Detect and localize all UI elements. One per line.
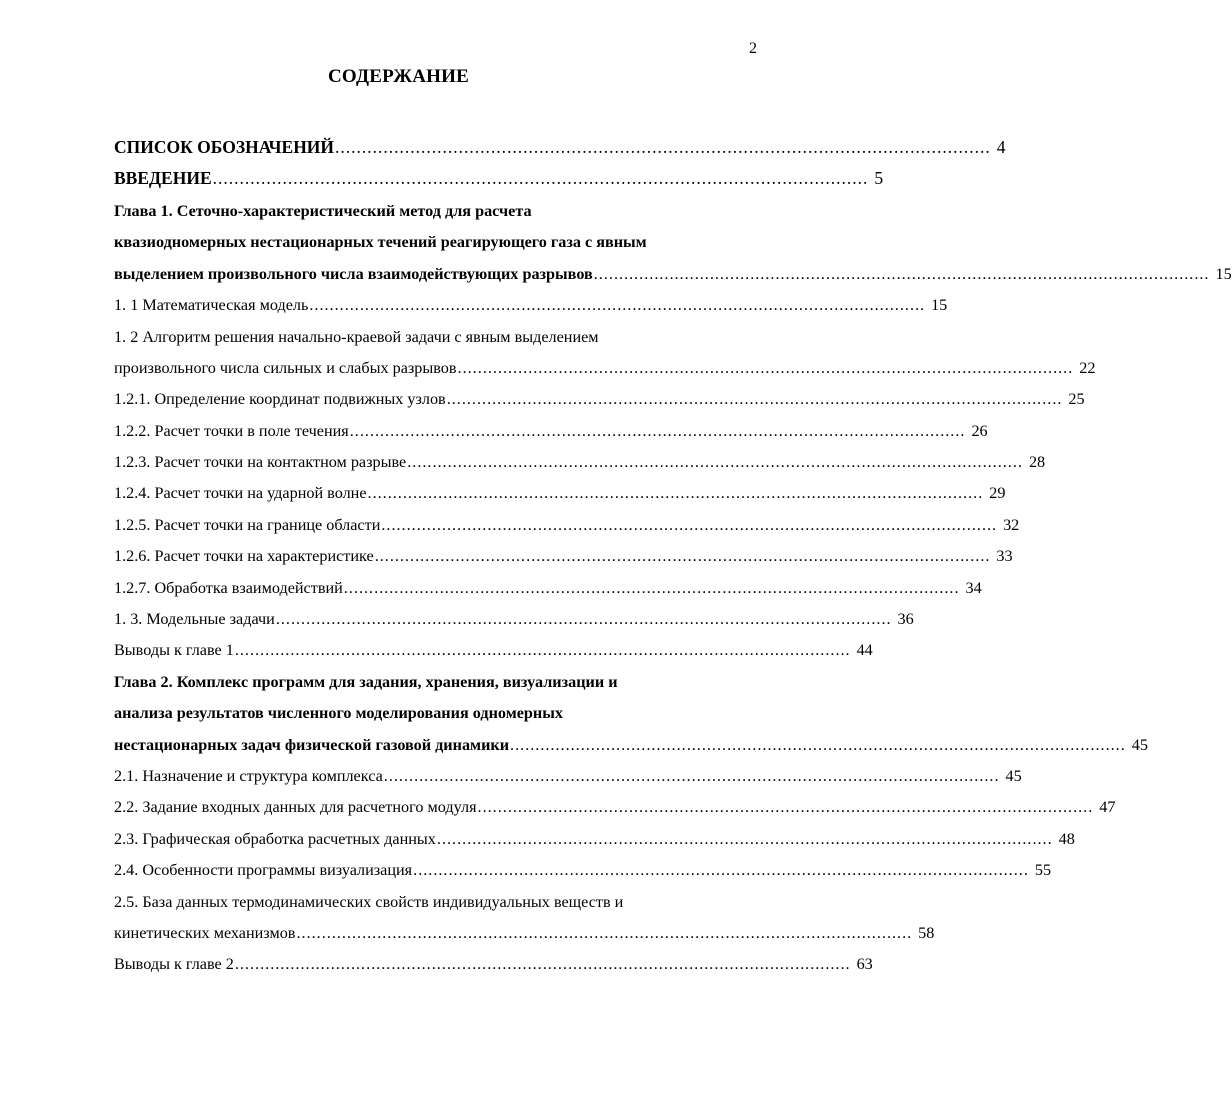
toc-dot-leader: ..........................................................................................................................	[335, 136, 991, 157]
toc-row[interactable]	[114, 818, 1075, 849]
toc-row[interactable]	[114, 441, 1046, 472]
toc-dot-leader: ..........................................................................................................................	[234, 641, 851, 660]
page-title: СОДЕРЖАНИЕ	[328, 66, 469, 87]
toc-dot-leader: ..........................................................................................................................	[296, 923, 913, 942]
toc-dot-leader: ..........................................................................................................................	[436, 829, 1053, 848]
toc-page-number: 26	[971, 421, 988, 440]
toc-entry-text: 1.2.3. Расчет точки на контактном разрыве	[114, 453, 407, 472]
toc-entry-text: Глава 2. Комплекс программ для задания, хранения, визуализации и	[114, 672, 618, 691]
toc-entry-text: 1.2.7. Обработка взаимодействий	[114, 578, 343, 597]
toc-entry-text: выделением произвольного числа взаимодействующих разрывов	[114, 264, 593, 283]
toc-row[interactable]	[114, 127, 1006, 158]
toc-entry-text: 2.1. Назначение и структура комплекса	[114, 767, 383, 785]
toc-row[interactable]	[114, 535, 1013, 566]
toc-row[interactable]	[114, 190, 758, 221]
toc-page-number: 45	[1131, 735, 1148, 754]
toc-entry-text: 2.2. Задание входных данных для расчетного модуля	[114, 798, 477, 817]
toc-entry-text: Глава 1. Сеточно-характеристический метод для расчета	[114, 201, 532, 220]
toc-page-number: 45	[1005, 767, 1022, 785]
toc-entry-text: 1. 2 Алгоритм решения начально-краевой задачи с явным выделением	[114, 327, 599, 346]
toc-entry-text: 2.3. Графическая обработка расчетных данных	[114, 829, 436, 848]
toc-entry-text: Выводы к главе 1	[114, 641, 234, 660]
toc-page-number: 4	[996, 136, 1006, 157]
toc-entry-text: произвольного числа сильных и слабых разрывов	[114, 358, 457, 377]
toc-dot-leader: ..........................................................................................................................	[407, 453, 1023, 472]
toc-row[interactable]	[114, 221, 758, 252]
toc-row[interactable]	[114, 566, 982, 597]
toc-row[interactable]	[114, 504, 1020, 535]
toc-page-number: 15	[1215, 264, 1232, 283]
toc-row[interactable]	[114, 629, 873, 660]
toc-dot-leader: ..........................................................................................................................	[383, 767, 1000, 785]
toc-row[interactable]	[114, 692, 758, 723]
toc-dot-leader: ..........................................................................................................................	[234, 955, 851, 974]
toc-entry-text: 1.2.1. Определение координат подвижных узлов	[114, 390, 446, 409]
toc-row[interactable]	[114, 723, 1148, 754]
toc-page-number: 55	[1034, 861, 1052, 880]
toc-entry-text: Выводы к главе 2	[114, 955, 234, 974]
toc-dot-leader: ..........................................................................................................................	[343, 578, 960, 597]
toc-entry-text: 1.2.5. Расчет точки на границе области	[114, 515, 381, 534]
toc-page-number: 36	[897, 610, 914, 629]
toc-dot-leader: ..........................................................................................................................	[374, 547, 991, 566]
toc-dot-leader: ..........................................................................................................................	[593, 264, 1210, 283]
toc-page-number: 22	[1079, 358, 1096, 377]
toc-row[interactable]	[114, 284, 948, 315]
toc-dot-leader: ..........................................................................................................................	[367, 484, 984, 503]
toc-entry-text: СПИСОК ОБОЗНАЧЕНИЙ	[114, 136, 335, 157]
toc-dot-leader: ..........................................................................................................................	[275, 610, 892, 629]
toc-row[interactable]	[114, 880, 758, 911]
toc-dot-leader: ..........................................................................................................................	[510, 735, 1126, 754]
toc-entry-text: квазиодномерных нестационарных течений реагирующего газа с явным	[114, 233, 647, 252]
toc-page-number: 25	[1068, 390, 1085, 409]
toc-row[interactable]	[114, 849, 1052, 880]
toc-page-number: 28	[1028, 453, 1046, 472]
toc-dot-leader: ..........................................................................................................................	[446, 390, 1063, 409]
toc-row[interactable]	[114, 472, 1006, 503]
toc-row[interactable]	[114, 158, 884, 189]
table-of-contents	[114, 127, 1232, 975]
toc-entry-text: 1.2.2. Расчет точки в поле течения	[114, 421, 349, 440]
toc-row[interactable]	[114, 661, 758, 692]
toc-page-number: 32	[1003, 515, 1020, 534]
toc-page-number: 34	[965, 578, 982, 597]
toc-entry-text: 1. 3. Модельные задачи	[114, 610, 275, 629]
toc-page-number: 63	[856, 955, 873, 974]
toc-row[interactable]	[114, 943, 873, 974]
toc-row[interactable]	[114, 315, 758, 346]
toc-row[interactable]	[114, 347, 1096, 378]
toc-entry-text: нестационарных задач физической газовой динамики	[114, 735, 510, 754]
toc-page-number: 33	[996, 547, 1013, 566]
toc-dot-leader: ..........................................................................................................................	[381, 515, 998, 534]
toc-page-number: 29	[989, 484, 1006, 503]
toc-page-number: 58	[918, 923, 935, 942]
toc-entry-text: 1.2.4. Расчет точки на ударной волне	[114, 484, 367, 503]
toc-entry-text: 1. 1 Математическая модель	[114, 296, 309, 315]
toc-row[interactable]	[114, 378, 1085, 409]
toc-dot-leader: ..........................................................................................................................	[477, 798, 1094, 817]
toc-entry-text: анализа результатов численного моделирования одномерных	[114, 704, 563, 723]
toc-row[interactable]	[114, 786, 1116, 817]
toc-dot-leader: ..........................................................................................................................	[309, 296, 926, 315]
toc-entry-text: 2.5. База данных термодинамических свойств индивидуальных веществ и	[114, 892, 624, 911]
toc-entry-text: 2.4. Особенности программы визуализация	[114, 861, 413, 880]
toc-page-number: 15	[931, 296, 948, 315]
toc-entry-text: ВВЕДЕНИЕ	[114, 168, 212, 189]
toc-page-number: 47	[1099, 798, 1116, 817]
toc-dot-leader: ..........................................................................................................................	[349, 421, 966, 440]
toc-row[interactable]	[114, 912, 935, 943]
toc-entry-text: кинетических механизмов	[114, 923, 296, 942]
toc-page-number: 44	[856, 641, 873, 660]
toc-page-number: 48	[1058, 829, 1075, 848]
page-number: 2	[749, 40, 757, 57]
toc-row[interactable]	[114, 755, 1022, 786]
toc-page-number: 5	[874, 168, 884, 189]
toc-entry-text: 1.2.6. Расчет точки на характеристике	[114, 547, 374, 566]
toc-row[interactable]	[114, 410, 988, 441]
toc-dot-leader: ..........................................................................................................................	[413, 861, 1029, 880]
toc-row[interactable]	[114, 253, 1232, 284]
toc-dot-leader: ..........................................................................................................................	[457, 358, 1074, 377]
toc-dot-leader: ..........................................................................................................................	[212, 168, 869, 189]
toc-row[interactable]	[114, 598, 914, 629]
